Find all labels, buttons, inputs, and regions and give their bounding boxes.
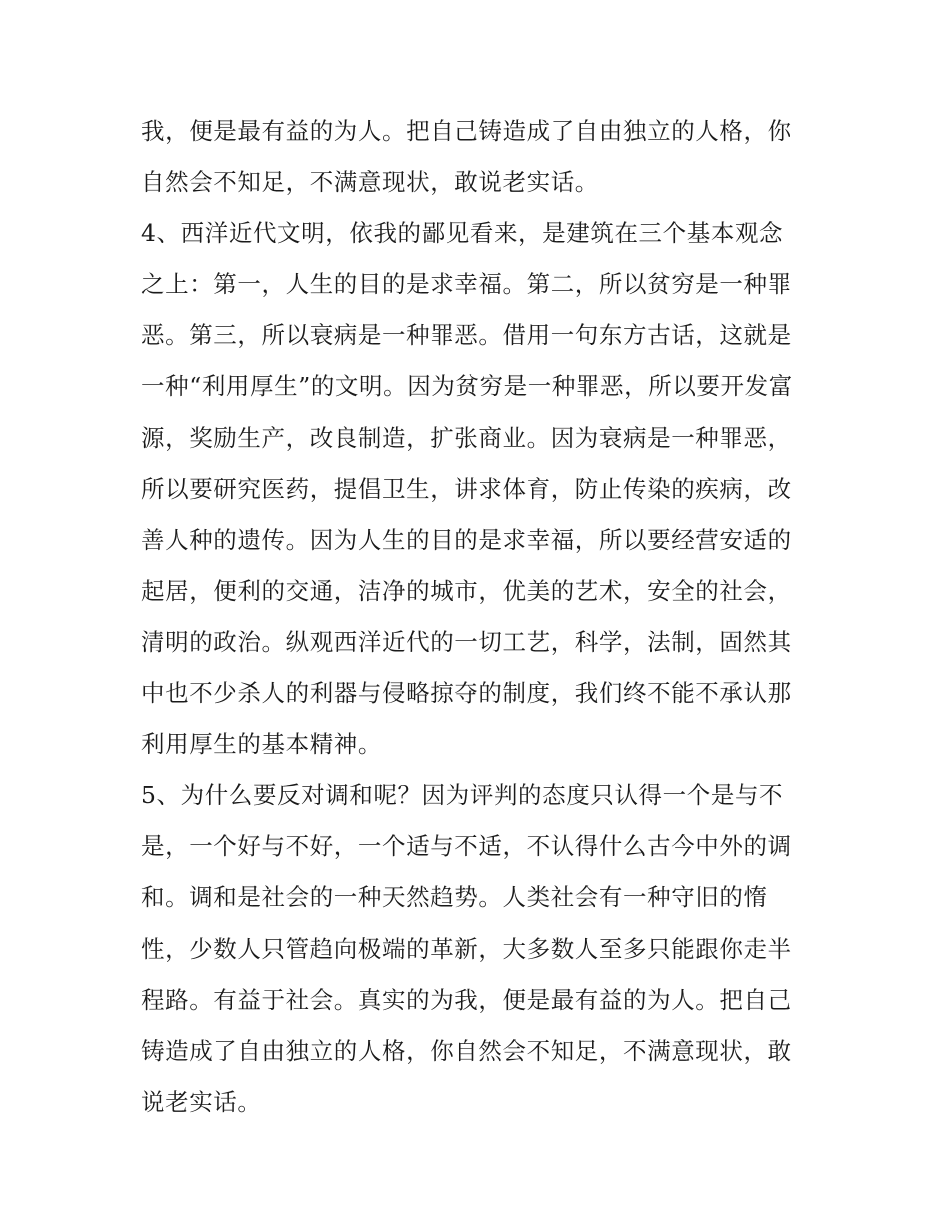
text-line: 一种“利用厚生”的文明。因为贫穷是一种罪恶，所以要开发富	[141, 372, 793, 401]
text-line: 是，一个好与不好，一个适与不适，不认得什么古今中外的调	[141, 832, 792, 861]
text-line: 利用厚生的基本精神。	[141, 730, 382, 759]
text-line: 说老实话。	[141, 1087, 262, 1116]
text-line: 和。调和是社会的一种天然趋势。人类社会有一种守旧的惰	[141, 883, 768, 912]
body-text	[141, 106, 821, 1128]
text-line: 自然会不知足，不满意现状，敢说老实话。	[141, 168, 599, 197]
text-line: 中也不少杀人的利器与侵略掠夺的制度，我们终不能不承认那	[141, 679, 792, 708]
text-line: 之上：第一，人生的目的是求幸福。第二，所以贫穷是一种罪	[141, 270, 792, 299]
text-line: 4、西洋近代文明，依我的鄙见看来，是建筑在三个基本观念	[141, 219, 784, 248]
text-line: 铸造成了自由独立的人格，你自然会不知足，不满意现状，敢	[141, 1036, 792, 1065]
text-line: 我，便是最有益的为人。把自己铸造成了自由独立的人格，你	[141, 117, 792, 145]
text-line: 清明的政治。纵观西洋近代的一切工艺，科学，法制，固然其	[141, 627, 792, 656]
text-line: 起居，便利的交通，洁净的城市，优美的艺术，安全的社会，	[141, 576, 792, 605]
text-line: 5、为什么要反对调和呢？因为评判的态度只认得一个是与不	[141, 781, 784, 810]
text-line: 所以要研究医药，提倡卫生，讲求体育，防止传染的疾病，改	[141, 474, 792, 503]
text-line: 程路。有益于社会。真实的为我，便是最有益的为人。把自己	[141, 985, 792, 1014]
text-line: 恶。第三，所以衰病是一种罪恶。借用一句东方古话，这就是	[141, 321, 792, 350]
text-line: 善人种的遗传。因为人生的目的是求幸福，所以要经营安适的	[141, 525, 792, 554]
text-line: 性，少数人只管趋向极端的革新，大多数人至多只能跟你走半	[141, 934, 792, 963]
text-line: 源，奖励生产，改良制造，扩张商业。因为衰病是一种罪恶，	[141, 423, 792, 452]
